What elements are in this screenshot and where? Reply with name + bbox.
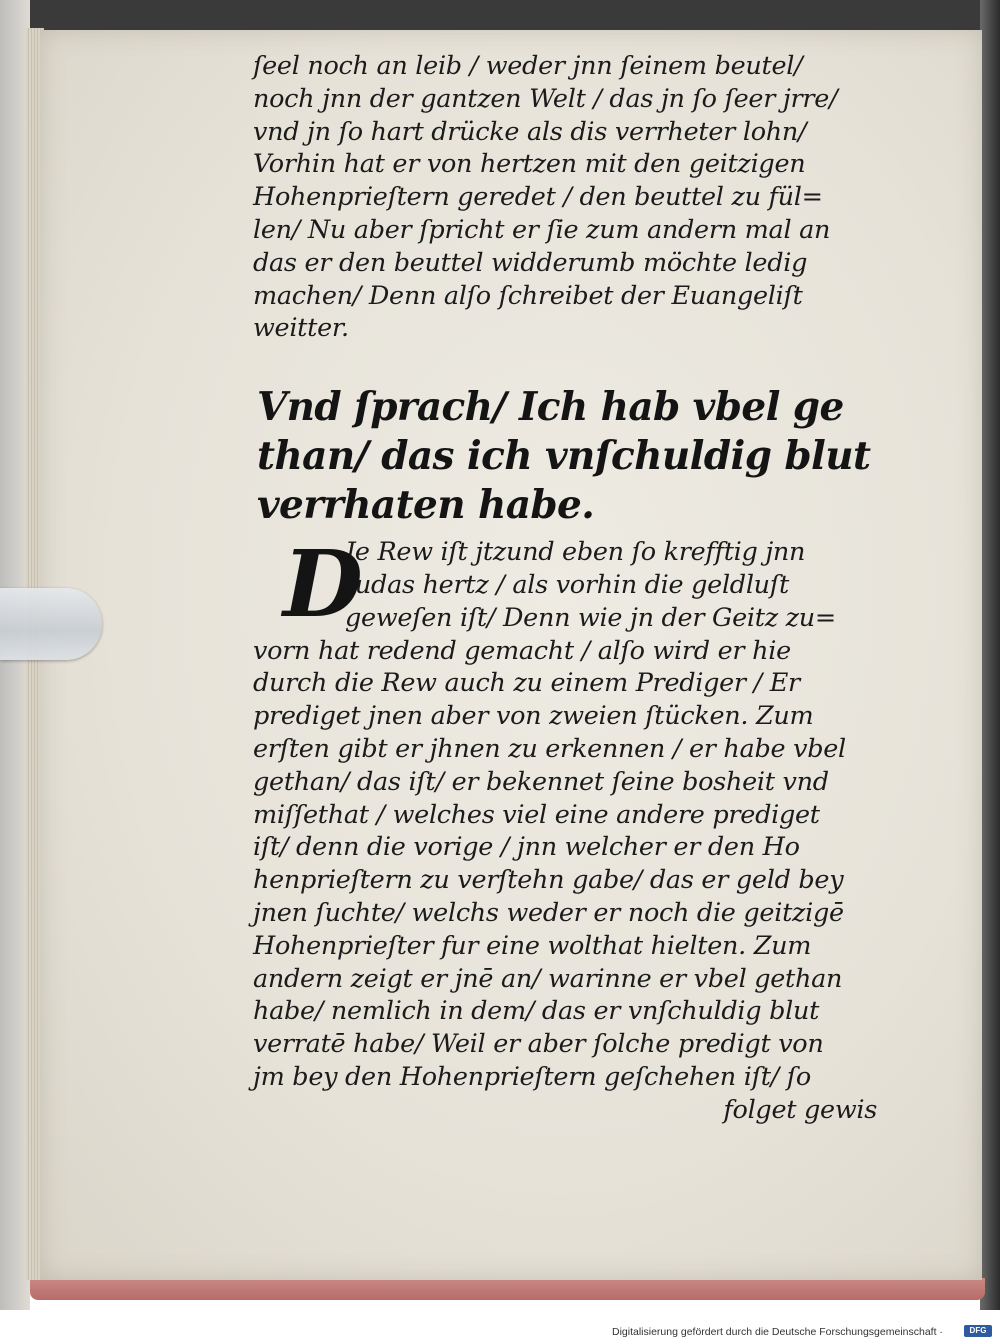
paragraph-continuation xyxy=(253,50,893,345)
text-line: ſeel noch an leib / weder jnn ſeinem beutel/ xyxy=(253,51,803,81)
dfg-logo-icon: DFG xyxy=(964,1325,992,1337)
book-cover-edge xyxy=(30,1278,985,1300)
scanner-background-top xyxy=(0,0,1000,30)
text-line: weitter. xyxy=(253,313,349,344)
paragraph-main xyxy=(253,530,893,1126)
text-line: Je Rew iſt jtzund eben ſo krefftig jnn xyxy=(345,537,806,568)
scanner-background-right xyxy=(980,0,1000,1310)
text-line: andern zeigt er jnē an/ warinne er vbel gethan xyxy=(253,963,843,994)
text-line: machen/ Denn alſo ſchreibet der Euangeliſt xyxy=(253,280,803,311)
text-line: Hohenprieſtern geredet / den beuttel zu fül= xyxy=(253,182,823,213)
text-line: vnd jn ſo hart drücke als dis verrheter lohn/ xyxy=(253,116,807,147)
text-line: iſt/ denn die vorige / jnn welcher er den Ho xyxy=(253,832,800,863)
text-line: jnen ſuchte/ welchs weder er noch die geitzigē xyxy=(253,897,844,928)
digitization-credit: Digitalisierung gefördert durch die Deutsche Forschungsgemeinschaft · xyxy=(612,1326,943,1338)
text-line: verratē habe/ Weil er aber ſolche predigt von xyxy=(253,1029,824,1060)
text-line: Hohenprieſter fur eine wolthat hielten. Zum xyxy=(253,930,812,961)
text-line: erſten gibt er jhnen zu erkennen / er habe vbel xyxy=(253,733,846,764)
text-line: len/ Nu aber ſpricht er ſie zum andern mal an xyxy=(253,214,831,245)
page-text-block xyxy=(253,50,893,1127)
text-line: noch jnn der gantzen Welt / das jn ſo ſeer jrre/ xyxy=(253,83,838,114)
text-line: das er den beuttel widderumb möchte ledig xyxy=(253,247,808,278)
text-line: henprieſtern zu verſtehn gabe/ das er geld bey xyxy=(253,865,844,896)
text-line: Judas hertz / als vorhin die geldluſt xyxy=(345,569,789,600)
heading-line: than/ das ich vnſchuldig blut xyxy=(257,433,871,480)
text-line: jm bey den Hohenprieſtern geſchehen iſt/ ſo xyxy=(253,1061,811,1092)
text-line: miſſethat / welches viel eine andere prediget xyxy=(253,799,820,830)
page-clip xyxy=(0,588,102,660)
text-line: habe/ nemlich in dem/ das er vnſchuldig blut xyxy=(253,996,820,1027)
heading-line: Vnd ſprach/ Ich hab vbel ge xyxy=(257,384,844,431)
text-line: geweſen iſt/ Denn wie jn der Geitz zu= xyxy=(345,602,836,633)
heading-line: verrhaten habe. xyxy=(257,482,595,529)
section-heading xyxy=(257,383,893,530)
text-line: durch die Rew auch zu einem Prediger / Er xyxy=(253,668,800,699)
catchword: folget gewis xyxy=(723,1094,877,1125)
drop-capital: D xyxy=(283,530,363,639)
text-line: vorn hat redend gemacht / alſo wird er hie xyxy=(253,635,791,666)
text-line: Vorhin hat er von hertzen mit den geitzigen xyxy=(253,149,806,180)
text-line: prediget jnen aber von zweien ſtücken. Zum xyxy=(253,701,814,732)
text-line: gethan/ das iſt/ er bekennet ſeine bosheit vnd xyxy=(253,766,829,797)
